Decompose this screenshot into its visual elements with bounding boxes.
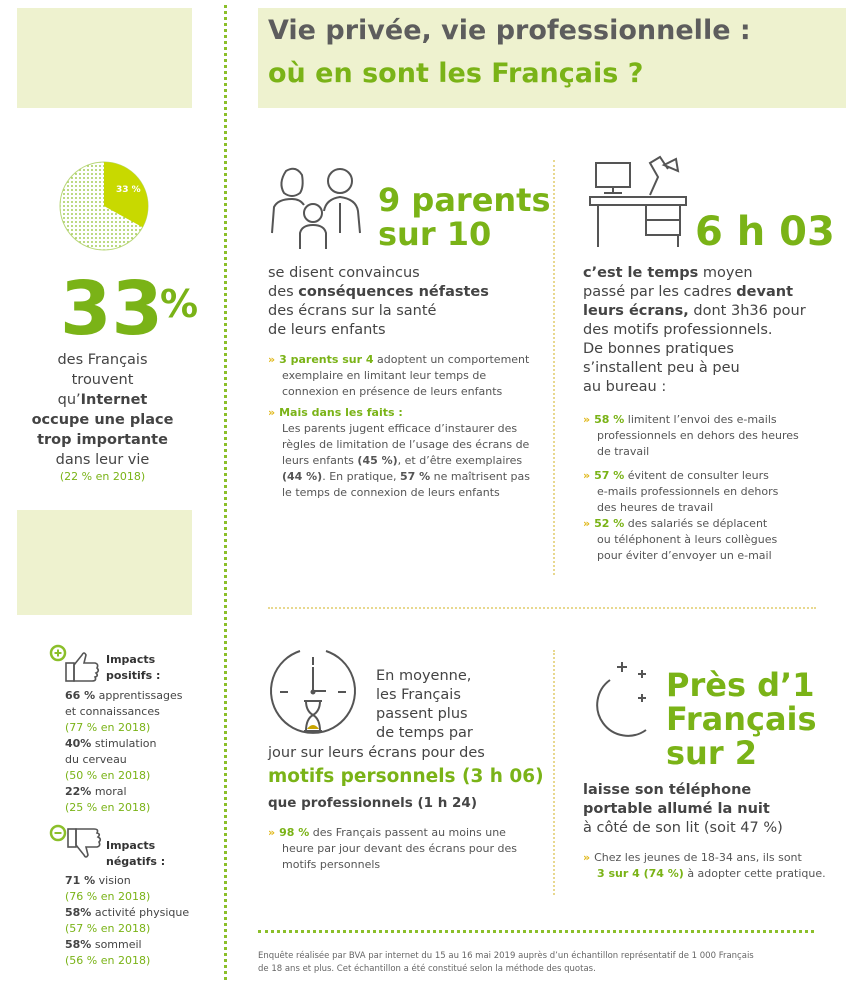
positive-impacts-list — [65, 688, 205, 816]
bullet-bold: 52 % — [594, 517, 625, 530]
bullet-bold: 57 % — [594, 469, 625, 482]
impact-ref: (76 % en 2018) — [65, 890, 151, 903]
screens-highlight: motifs personnels (3 h 06) — [268, 766, 544, 787]
text-line: portable allumé la nuit — [583, 801, 770, 817]
impact-value: 71 % — [65, 874, 96, 887]
left-decor-block-top — [17, 8, 192, 108]
text-part: passé par les cadres — [583, 284, 737, 300]
bullet-text: connexion en présence de leurs enfants — [282, 385, 503, 398]
impact-ref: (56 % en 2018) — [65, 954, 151, 967]
bullet-text — [583, 866, 828, 882]
bullet-text: Chez les jeunes de 18-34 ans, ils sont — [594, 851, 802, 864]
bullet-text — [268, 453, 543, 469]
text-line: de leurs enfants — [268, 322, 386, 338]
bullet-bold: 3 parents sur 4 — [279, 353, 374, 366]
text-bold: 57 % — [399, 470, 431, 483]
impact-item — [65, 905, 210, 921]
night-statement — [583, 781, 823, 838]
night-bullets — [583, 850, 828, 882]
bullet-text: le temps de connexion de leurs enfants — [282, 486, 500, 499]
text-line: De bonnes pratiques — [583, 341, 734, 357]
impact-item — [65, 784, 205, 800]
parents-stat — [378, 183, 551, 251]
negative-impacts-list — [65, 873, 210, 969]
bullet-item — [583, 850, 828, 866]
impact-label: sommeil — [91, 938, 142, 951]
bullet-text: exemplaire en limitant leur temps de — [282, 369, 487, 382]
text-bold: (44 %) — [282, 470, 323, 483]
text-line: passent plus — [376, 706, 468, 722]
bullet-arrow-icon: » — [583, 413, 591, 426]
text-part: leurs enfants — [282, 454, 358, 467]
text-line — [583, 283, 823, 302]
heading-line: positifs : — [106, 669, 161, 682]
impact-item — [65, 688, 205, 704]
internet-text-line: occupe une place — [31, 412, 174, 428]
heading-line: Impacts — [106, 839, 156, 852]
text-part: ne maîtrisent pas — [430, 470, 531, 483]
internet-text-line — [30, 390, 175, 410]
impact-item — [65, 736, 205, 752]
impact-ref: (57 % en 2018) — [65, 922, 151, 935]
text-part: dont 3h36 pour — [688, 303, 806, 319]
bullet-text: heure par jour devant des écrans pour des — [282, 842, 517, 855]
bullet-text: motifs personnels — [282, 858, 381, 871]
text-bold: devant — [736, 284, 794, 300]
pie-chart — [58, 160, 150, 252]
bullet-text: pour éviter d’envoyer un e-mail — [597, 549, 772, 562]
screens-statement-line: jour sur leurs écrans pour des — [268, 745, 485, 761]
negative-impacts-heading — [106, 838, 165, 870]
office-time-stat: 6 h 03 — [695, 209, 835, 255]
impact-label: apprentissages — [95, 689, 183, 702]
moon-stars-icon — [580, 660, 660, 750]
impact-ref: (77 % en 2018) — [65, 721, 151, 734]
text-bold: conséquences néfastes — [298, 284, 489, 300]
impact-ref: (25 % en 2018) — [65, 801, 151, 814]
heading-line: négatifs : — [106, 855, 166, 868]
bullet-arrow-icon: » — [268, 406, 276, 419]
internet-text-line: des Français — [57, 352, 148, 368]
text-line: En moyenne, — [376, 668, 472, 684]
impact-value: 66 % — [65, 689, 96, 702]
impact-label: activité physique — [91, 906, 190, 919]
bullet-item — [583, 468, 823, 484]
bullet-text: de travail — [597, 445, 650, 458]
parents-bullets — [268, 352, 543, 501]
column-divider-bottom — [553, 650, 555, 895]
text-line — [583, 264, 823, 283]
pie-label: 33 % — [116, 185, 141, 195]
bullet-text: des salariés se déplacent — [624, 517, 768, 530]
office-statement — [583, 264, 823, 397]
bullet-item — [583, 516, 823, 532]
bullet-text: règles de limitation de l’usage des écrans de — [282, 438, 530, 451]
family-icon — [268, 163, 368, 249]
big-percentage-sign: % — [160, 282, 199, 326]
bullet-text: des Français passent au moins une — [309, 826, 506, 839]
bullet-text: limitent l’envoi des e-mails — [624, 413, 777, 426]
bullet-text: adoptent un comportement — [373, 353, 530, 366]
bullet-item — [583, 412, 823, 428]
bullet-text: des heures de travail — [597, 501, 714, 514]
text-bold: (45 %) — [357, 454, 398, 467]
bullet-arrow-icon: » — [583, 517, 591, 530]
bullet-item — [268, 825, 543, 841]
bullet-item — [268, 405, 543, 421]
bullet-bold: 58 % — [594, 413, 625, 426]
left-decor-block-mid — [17, 510, 192, 615]
clock-hourglass-icon — [266, 645, 360, 739]
impact-item — [65, 873, 210, 889]
impact-value: 58% — [65, 906, 92, 919]
big-percentage-number: 33 — [60, 266, 163, 352]
survey-footnote — [258, 950, 818, 976]
stat-line: Près d’1 — [666, 666, 815, 704]
bullet-text: e-mails professionnels en dehors — [597, 485, 779, 498]
bullet-bold: Mais dans les faits : — [279, 406, 403, 419]
text-line: se disent convaincus — [268, 265, 420, 281]
thumbs-up-icon — [48, 643, 104, 685]
heading-line: Impacts — [106, 653, 156, 666]
bullet-text: Les parents jugent efficace d’instaurer des — [282, 422, 518, 435]
impact-label-cont: du cerveau — [65, 753, 127, 766]
impact-label: vision — [95, 874, 131, 887]
bullet-text: évitent de consulter leurs — [624, 469, 769, 482]
internet-text-line: dans leur vie — [55, 452, 150, 468]
text-line: à côté de son lit (soit 47 %) — [583, 820, 783, 836]
text-line: au bureau : — [583, 379, 667, 395]
stat-line: sur 2 — [666, 734, 758, 772]
screens-statement-top — [376, 667, 546, 743]
impact-label: stimulation — [91, 737, 157, 750]
text-bold: c’est le temps — [583, 265, 699, 281]
internet-statement — [30, 350, 175, 470]
bullet-text: professionnels en dehors des heures — [597, 429, 799, 442]
footnote-line: Enquête réalisée par BVA par internet du 15 au 16 mai 2019 auprès d’un échantillon représentatif de 1 000 Français — [258, 951, 754, 961]
text-line: s’installent peu à peu — [583, 360, 740, 376]
bullet-bold: 98 % — [279, 826, 310, 839]
text-bold: leurs écrans, — [583, 303, 689, 319]
stat-line: sur 10 — [378, 215, 492, 253]
horizontal-divider — [268, 607, 816, 609]
text-line: laisse son téléphone — [583, 782, 752, 798]
text-line — [583, 302, 823, 321]
internet-text-line: trop importante — [37, 432, 168, 448]
text-part: des — [268, 284, 299, 300]
text-line: les Français — [376, 687, 461, 703]
night-stat — [666, 668, 817, 770]
screens-professional: que professionnels (1 h 24) — [268, 795, 477, 811]
page-title: Vie privée, vie professionnelle : — [268, 15, 751, 46]
footer-divider — [258, 930, 814, 933]
impact-value: 58% — [65, 938, 92, 951]
bullet-arrow-icon: » — [583, 469, 591, 482]
impact-label-cont: et connaissances — [65, 705, 160, 718]
stat-line: 9 parents — [378, 181, 551, 219]
text-part: . En pratique, — [322, 470, 400, 483]
text-line: des motifs professionnels. — [583, 322, 773, 338]
internet-text-part: qu’ — [57, 392, 81, 408]
bullet-text-part: à adopter cette pratique. — [683, 867, 826, 880]
impact-item — [65, 937, 210, 953]
footnote-line: de 18 ans et plus. Cet échantillon a été constitué selon la méthode des quotas. — [258, 964, 596, 974]
internet-text-bold: Internet — [80, 392, 148, 408]
text-line — [268, 283, 538, 302]
desk-icon — [588, 155, 688, 250]
impact-value: 40% — [65, 737, 92, 750]
bullet-text: ou téléphonent à leurs collègues — [597, 533, 778, 546]
column-divider-top — [553, 160, 555, 575]
office-bullets — [583, 412, 823, 564]
impact-value: 22% — [65, 785, 92, 798]
bullet-bold: 3 sur 4 (74 %) — [597, 867, 684, 880]
parents-statement — [268, 264, 538, 340]
text-line: de temps par — [376, 725, 473, 741]
bullet-arrow-icon: » — [268, 826, 276, 839]
text-part: , et d’être exemplaires — [397, 454, 523, 467]
internet-ref-2018: (22 % en 2018) — [59, 470, 146, 483]
impact-label: moral — [91, 785, 127, 798]
text-part: moyen — [698, 265, 753, 281]
stat-line: Français — [666, 700, 817, 738]
screens-bullets — [268, 825, 543, 873]
text-line: des écrans sur la santé — [268, 303, 437, 319]
bullet-text — [268, 469, 543, 485]
vertical-divider — [224, 5, 227, 980]
internet-text-line: trouvent — [71, 372, 134, 388]
impact-ref: (50 % en 2018) — [65, 769, 151, 782]
thumbs-down-icon — [48, 823, 104, 867]
positive-impacts-heading — [106, 652, 160, 684]
bullet-arrow-icon: » — [583, 851, 591, 864]
bullet-arrow-icon: » — [268, 353, 276, 366]
bullet-item — [268, 352, 543, 368]
page-subtitle: où en sont les Français ? — [268, 58, 644, 89]
